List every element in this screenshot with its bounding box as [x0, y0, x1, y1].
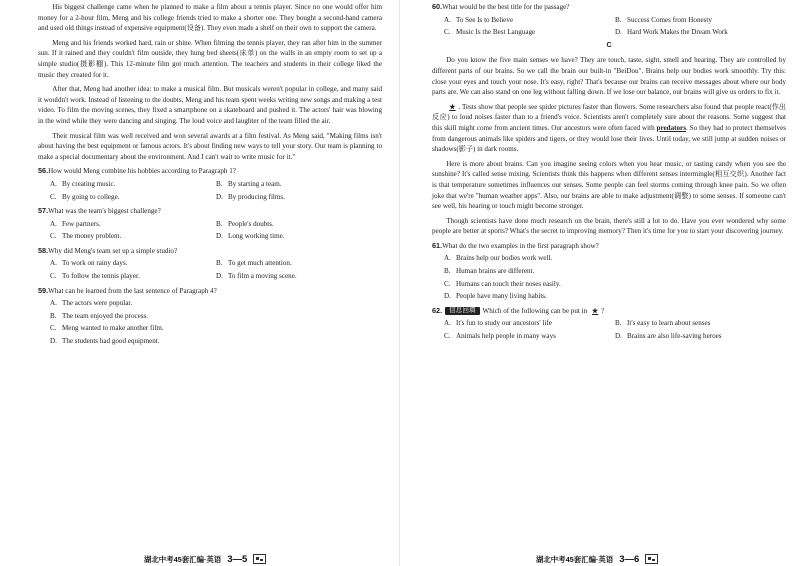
footer-title: 湖北中考45套汇编·英语 — [144, 554, 222, 564]
passage-paragraph: Their musical film was well received and won several awards at a film festival. As Meng said, "Making films isn't about having the best equipment or famous actors. It's about finding new ways to tell your story. Our team is planning to make a special documentary about the environment. And I can't wait to write music for it." — [38, 131, 382, 161]
section-letter: C — [606, 40, 612, 49]
footer-left — [144, 552, 266, 566]
question-61 — [432, 241, 786, 302]
option-d: D. The students had good equipment. — [50, 337, 160, 346]
option-c: C. Meng wanted to make another film. — [50, 324, 164, 333]
option-b: B. By starting a team. — [216, 179, 282, 188]
question-number: 61. — [432, 240, 443, 250]
option-b: B. Human brains are different. — [444, 267, 535, 276]
footer-right — [536, 552, 658, 566]
question-text: How would Meng combine his hobbies according to Paragraph 1? — [48, 167, 236, 176]
option-d: D. Brains are also life-saving heroes — [615, 332, 722, 341]
qr-code-icon — [253, 554, 266, 564]
question-58 — [38, 246, 382, 282]
question-text: What would be the best title for the passage? — [442, 3, 570, 11]
star-blank: ★ — [449, 102, 456, 111]
passage-paragraph: Do you know the five main senses we have? They are touch, taste, sight, smell and hearing. They are controlled by different parts of our brains. So we call the brain our built-in "BeiDou". Brains help our bodies work smoothly. Try this: close your eyes and touch your nose. It's easy, right? That's because our brains can receive messages about where our body parts are. We can also stand on one leg without falling down. If we lose our balance, our brains will give us orders to fix it. — [432, 56, 786, 97]
question-number: 58. — [38, 245, 49, 255]
option-a: A. Brains help our bodies work well. — [444, 254, 553, 263]
passage-paragraph: ★ . Tests show that people see spider pictures faster than flowers. Some researchers also found that people react(作出反应) to loud noises faster than to a friend's voice. Scientists aren't completely sure about the reasons. Some suggest that this skill might come from ancient times. Our ancestors were often faced with predators. So they had to protect themselves from dangerous animals like spiders and tigers, or they would lose their lives. Until today, we still jump at sudden noises or shadows(影子) in dark rooms. — [432, 102, 786, 154]
question-text: What do the two examples in the first paragraph show? — [442, 241, 599, 250]
question-57 — [38, 206, 382, 242]
option-d: D. To film a moving scene. — [216, 272, 297, 281]
question-number: 60. — [432, 2, 443, 11]
option-b: B. Success Comes from Honesty — [615, 15, 712, 24]
option-c: C. By going to college. — [50, 192, 120, 201]
star-blank: ★ — [591, 306, 599, 315]
question-text: What can be learned from the last sentence of Paragraph 4? — [48, 286, 217, 295]
option-b: B. To get much attention. — [216, 259, 292, 268]
question-type-badge: 信息回填 — [445, 307, 479, 315]
option-c: C. To follow the tennis player. — [50, 272, 140, 281]
question-text: Which of the following can be put in — [482, 306, 588, 315]
page-number: 3—5 — [227, 553, 248, 565]
passage-paragraph: After that, Meng had another idea: to make a musical film. But musicals weren't popular in college, and many said it wouldn't work. Instead of listening to the doubts, Meng and his team spent weeks writing new songs and making a test video. To film the moving scenes, they fixed a smartphone on a skateboard and pushed it. The actors' hair was blowing in the wind while they were dancing and singing. The loud voice and laughter of the team filled the air. — [38, 85, 382, 125]
option-d: D. Long working time. — [216, 232, 285, 241]
option-b: B. It's easy to learn about senses — [615, 319, 711, 328]
question-number: 56. — [38, 166, 49, 176]
option-c: C. Animals help people in many ways — [444, 332, 556, 341]
option-b: B. People's doubts. — [216, 219, 274, 228]
option-b: B. The team enjoyed the process. — [50, 311, 149, 320]
qr-code-icon — [645, 554, 658, 564]
option-a: A. The actors were popular. — [50, 299, 133, 308]
passage-paragraph: Meng and his friends worked hard, rain or shine. When filming the tennis player, they ran after him in the summer sun. If it rained and they couldn't film outside, they hung bed sheets(床单) on the walls in an empty room to set up a simple studio(摄影棚). This 12-minute film got much attention. The teachers and students in their college liked the music they created for it. — [38, 38, 382, 79]
question-text: Why did Meng's team set up a simple studio? — [48, 246, 178, 255]
option-a: A. To See Is to Believe — [444, 15, 514, 24]
question-text: What was the team's biggest challenge? — [48, 207, 161, 216]
footer-title: 湖北中考45套汇编·英语 — [536, 554, 614, 564]
option-c: C. Humans can touch their noses easily. — [444, 279, 561, 288]
right-page — [400, 0, 800, 566]
option-c: C. The money problem. — [50, 232, 122, 241]
option-a: A. To work on rainy days. — [50, 259, 128, 268]
option-c: C. Music Is the Best Language — [444, 28, 536, 37]
option-a: A. Few partners. — [50, 219, 101, 228]
question-number: 62. — [432, 305, 443, 315]
passage-paragraph: Here is more about brains. Can you imagine seeing colors when you hear music, or tasting candy when you see the sunshine? It's called sense mixing. Scientists think this happens when different senses intermingle(相互交织). Another fact is that temperature sometimes influences our senses. Some people can feel storms coming through knee pain. So we often joke that we're "human weather apps". Also, our brains are able to make adjustment(调整) to some senses. If someone can't see well, his hearing or touch might become stronger. — [432, 159, 786, 211]
option-d: D. Hard Work Makes the Dream Work — [615, 28, 728, 37]
question-56 — [38, 166, 382, 202]
option-a: A. By creating music. — [50, 179, 116, 188]
option-a: A. It's fun to study our ancestors' life — [444, 319, 552, 328]
page-number: 3—6 — [619, 553, 640, 565]
question-number: 59. — [38, 285, 49, 295]
highlighted-word: predators — [656, 123, 686, 132]
question-60 — [432, 2, 786, 38]
passage-paragraph: His biggest challenge came when he planned to make a film about a tennis player. Since no one would offer him money for a 2-hour film, Meng and his college friends tried to make a shorter one. They bought a second-hand camera and used old things instead of expensive equipment(设备). They even made a shelf on their own to support the camera. — [38, 3, 382, 33]
question-59 — [38, 286, 382, 347]
passage-paragraph: Though scientists have done much research on the brain, there's still a lot to do. Have you ever wondered why some people are better at sports? What's the secret to improving memory? Then it's time for you to start your discovering journey. — [432, 216, 786, 236]
option-d: D. By producing films. — [216, 192, 285, 201]
option-d: D. People have many living habits. — [444, 292, 547, 301]
question-number: 57. — [38, 206, 49, 216]
question-62: 62. 信息回填 Which of the following can be put in ★ ? A. It's fun to study our ancestors' life B. It's easy to learn about senses C. Animals help people in many ways D. Brains are also life-saving heroes — [432, 306, 786, 342]
